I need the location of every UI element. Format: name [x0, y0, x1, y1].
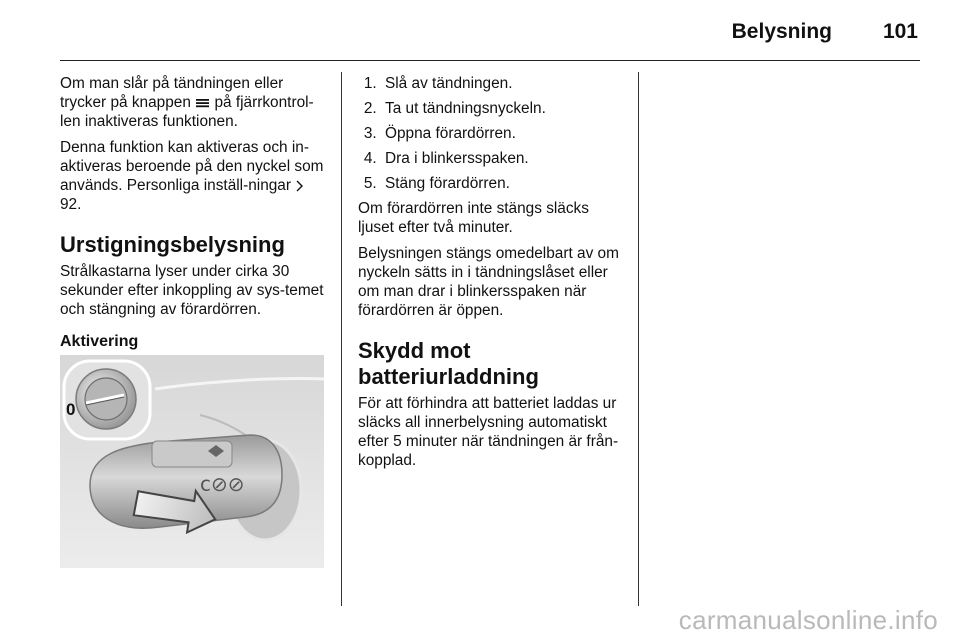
column-divider: [638, 72, 639, 606]
text: Denna funktion kan aktiveras och in-aktiveras beroende på den nyckel som används. Personliga inställ-ningar: [60, 139, 324, 194]
paragraph-battery: För att förhindra att batteriet laddas ur släcks all innerbelysning automatiskt efter 5 minuter när tändningen är från-kopplad.: [358, 395, 619, 469]
activation-steps: [358, 74, 626, 193]
cross-reference-arrow-icon: [295, 180, 304, 192]
ignition-position-label: 0: [66, 400, 76, 419]
page-title: Belysning: [731, 20, 832, 43]
list-item: 4. Dra i blinkersspaken.: [381, 149, 626, 168]
section-heading: Urstigningsbelysning: [60, 232, 285, 257]
list-item: 3. Öppna förardörren.: [381, 124, 626, 143]
heading-line: batteriurladdning: [358, 364, 539, 389]
paragraph-remote: [60, 74, 328, 131]
paragraph-timeout: Om förardörren inte stängs släcks ljuset efter två minuter.: [358, 200, 589, 236]
column-divider: [341, 72, 342, 606]
column-left: [60, 74, 328, 359]
list-item: 5. Stäng förardörren.: [381, 174, 626, 193]
paragraph-key: [60, 138, 328, 214]
paragraph-exit-light: Strålkastarna lyser under cirka 30 sekunder efter inkoppling av sys-temet och stängning av förardörren.: [60, 263, 324, 318]
list-item: 2. Ta ut tändningsnyckeln.: [381, 99, 626, 118]
page-number: 101: [882, 20, 918, 43]
paragraph-immediate-off: Belysningen stängs omedelbart av om nyckeln sätts in i tändningslåset eller om man drar i blinkersspaken när förardörren är öppen.: [358, 245, 619, 319]
lock-bars-icon: [195, 98, 210, 108]
light-symbol-icon: ⅽ⊘⊘: [200, 474, 245, 496]
turn-signal-lever-illustration: [60, 355, 324, 568]
text: på fjärrkontrol-len inaktiveras funktionen.: [60, 94, 314, 130]
list-item: 1. Slå av tändningen.: [381, 74, 626, 93]
section-heading: [358, 338, 626, 390]
text: Om man slår på tändningen eller trycker på knappen: [60, 75, 284, 111]
column-middle: [358, 74, 626, 477]
watermark: carmanualsonline.info: [678, 605, 938, 635]
heading-line: Skydd mot: [358, 338, 471, 363]
page-header: [60, 0, 920, 61]
page-reference[interactable]: 92.: [60, 196, 82, 213]
subheading: Aktivering: [60, 333, 139, 350]
